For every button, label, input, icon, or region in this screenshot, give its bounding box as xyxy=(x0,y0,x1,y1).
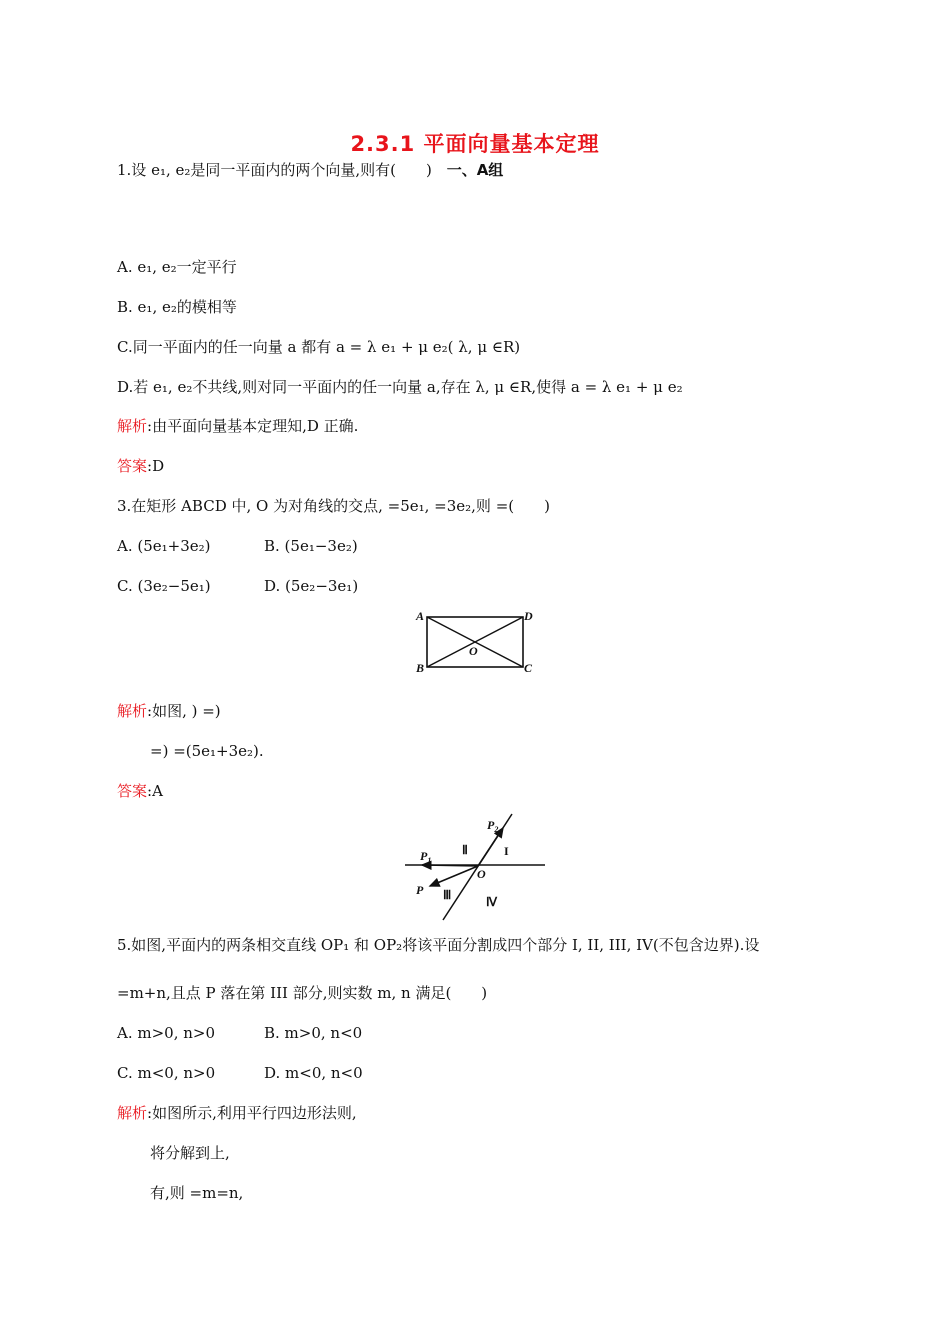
label-a: A xyxy=(416,609,425,623)
q1-answer xyxy=(117,456,164,476)
vector-op1 xyxy=(422,865,478,866)
q3-option-b: B. (5e₁−3e₂) xyxy=(264,537,358,555)
label-p1: $P_1$ xyxy=(420,849,432,865)
label-o: O xyxy=(477,867,486,881)
q3-analysis-text: :如图, ) =) xyxy=(147,702,221,720)
q5-option-c: C. m<0, n>0 xyxy=(117,1064,216,1082)
rectangle-figure xyxy=(410,605,540,677)
section-heading: 一、A组 xyxy=(446,161,504,179)
q5-stem: 5.如图,平面内的两条相交直线 OP₁ 和 OP₂将该平面分割成四个部分 I, II, III, IV(不包含边界).设 xyxy=(117,936,760,954)
label-c: C xyxy=(524,661,533,675)
q5-option-b: B. m>0, n<0 xyxy=(264,1024,363,1042)
intersecting-lines-figure xyxy=(400,812,550,922)
q5-option-d: D. m<0, n<0 xyxy=(264,1064,363,1082)
q1-option-b: B. e₁, e₂的模相等 xyxy=(117,298,237,316)
q1-analysis-text: :由平面向量基本定理知,D 正确. xyxy=(147,417,359,435)
q3-answer xyxy=(117,781,163,801)
label-o: O xyxy=(469,644,478,658)
q5-stem-line2: =m+n,且点 P 落在第 III 部分,则实数 m, n 满足( ) xyxy=(117,984,488,1002)
q5-analysis xyxy=(117,1103,357,1123)
q3-analysis-line2: =) =(5e₁+3e₂). xyxy=(150,742,264,760)
q5-analysis-line3: 有,则 =m=n, xyxy=(150,1184,244,1202)
region-4-label: Ⅳ xyxy=(486,895,498,909)
vector-op2 xyxy=(478,828,503,866)
q5-option-a: A. m>0, n>0 xyxy=(117,1024,216,1042)
q3-answer-label: 答案 xyxy=(117,782,148,800)
q5-analysis-line2: 将分解到上, xyxy=(150,1144,230,1162)
q3-option-a: A. (5e₁+3e₂) xyxy=(117,537,211,555)
region-2-label: Ⅱ xyxy=(462,843,468,857)
q3-analysis-label: 解析 xyxy=(117,702,148,720)
q1-stem: 1.设 e₁, e₂是同一平面内的两个向量,则有( ) xyxy=(117,161,432,179)
q5-analysis-label: 解析 xyxy=(117,1104,148,1122)
q1-option-a: A. e₁, e₂一定平行 xyxy=(117,258,237,276)
q3-option-d: D. (5e₂−3e₁) xyxy=(264,577,359,595)
label-p: P xyxy=(416,883,424,897)
q3-analysis xyxy=(117,701,221,721)
q1-answer-label: 答案 xyxy=(117,457,148,475)
q1-option-d: D.若 e₁, e₂不共线,则对同一平面内的任一向量 a,存在 λ, μ ∈R,使得 a = λ e₁ + μ e₂ xyxy=(117,378,683,396)
q1-answer-text: :D xyxy=(147,457,165,475)
q1-option-c: C.同一平面内的任一向量 a 都有 a = λ e₁ + μ e₂( λ, μ ∈R) xyxy=(117,338,521,356)
page-title: 2.3.1 平面向量基本定理 xyxy=(350,132,600,156)
q3-answer-text: :A xyxy=(147,782,163,800)
label-d: D xyxy=(524,609,533,623)
q3-stem: 3.在矩形 ABCD 中, O 为对角线的交点, =5e₁, =3e₂,则 =( ) xyxy=(117,497,550,515)
region-1-label: I xyxy=(504,844,509,858)
label-b: B xyxy=(416,661,425,675)
q1-analysis-label: 解析 xyxy=(117,417,148,435)
q1-analysis xyxy=(117,416,358,436)
label-p2: $P_2$ xyxy=(487,818,499,834)
region-3-label: Ⅲ xyxy=(443,888,452,902)
q3-option-c: C. (3e₂−5e₁) xyxy=(117,577,211,595)
q5-analysis-text: :如图所示,利用平行四边形法则, xyxy=(147,1104,357,1122)
